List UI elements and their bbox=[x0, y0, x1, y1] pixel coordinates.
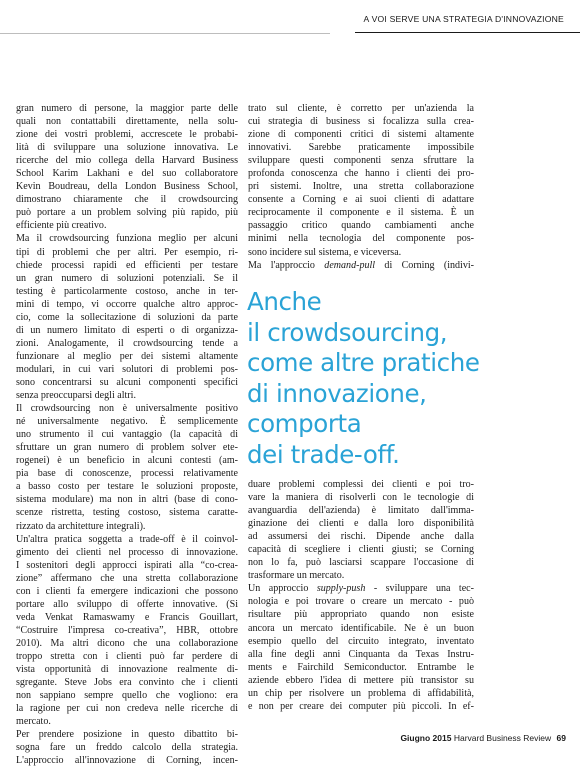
text-line: veda Venkat Ramaswamy e Francis Gouillart, bbox=[16, 611, 238, 623]
text-line: portare allo sviluppo di offerte innovative. (Si bbox=[16, 598, 238, 610]
text-line: né universalmente negativo. È semplicemente bbox=[16, 416, 238, 428]
right-column-top bbox=[248, 102, 474, 272]
text-line: Il crowdsourcing non è universalmente positivo bbox=[16, 403, 238, 415]
text-line: senza preoccuparsi degli altri. bbox=[16, 390, 136, 402]
text-line: e non per creare dei computer più piccoli. In ef- bbox=[248, 700, 474, 712]
text-line: L'approccio all'innovazione di Corning, incen- bbox=[16, 755, 238, 767]
text-line: “Costruire l'impresa co-creativa”, HBR, ottobre bbox=[16, 624, 238, 636]
pull-quote-line: come altre pratiche bbox=[247, 348, 480, 377]
text-line: rizzato da architetture integrali). bbox=[16, 520, 146, 532]
text-line: funzionare al meglio per dei sistemi altamente bbox=[16, 350, 238, 362]
text-line: dimostrano chiaramente che il crowdsourcing bbox=[16, 194, 238, 206]
text-line: zioni. Analogamente, il crowdsourcing tende a bbox=[16, 337, 238, 349]
pull-quote bbox=[247, 287, 547, 470]
text-line: mercato. bbox=[16, 716, 51, 728]
text-line: sono incidere sul sistema, e viceversa. bbox=[248, 246, 402, 258]
text-line: ments e Fairchild Semiconductor. Entrambe le bbox=[248, 661, 474, 673]
header-rule-left bbox=[0, 33, 330, 34]
right-column-bottom bbox=[248, 478, 474, 713]
text-line: Un'altra pratica soggetta a trade-off è il coinvol- bbox=[16, 533, 238, 545]
pull-quote-line: Anche bbox=[247, 287, 322, 316]
text-line: duare problemi complessi dei clienti e poi tro- bbox=[248, 479, 474, 490]
text-line: School Karim Lakhani e del suo collaboratore bbox=[16, 168, 238, 180]
text-line: Ma il crowdsourcing funziona meglio per alcuni bbox=[16, 233, 238, 245]
text-run: Ma l'approccio bbox=[248, 259, 325, 271]
text-line: sono concentrarsi su alcuni componenti specifici bbox=[16, 376, 238, 388]
text-line: non lo fa, può lasciarsi scappare l'occasione di bbox=[248, 557, 474, 569]
text-line: ad assumersi dei rischi. Dipende anche dalla bbox=[248, 531, 474, 543]
text-line: zione di componenti critici di sistemi altamente bbox=[248, 129, 474, 141]
text-line: zione” affermano che una stretta collaborazione bbox=[16, 572, 238, 584]
text-line: testing è particolarmente costoso, anche in ter- bbox=[16, 285, 238, 297]
text-line: chiede processi rapidi ed efficienti per testare bbox=[16, 259, 238, 271]
italic-term: demand-pull bbox=[324, 259, 376, 271]
text-line: trato sul cliente, è corretto per un'azienda la bbox=[248, 103, 474, 114]
text-line: trasformare un mercato. bbox=[248, 570, 345, 582]
text-line: di un numero limitato di esperti o di organizza- bbox=[16, 324, 238, 336]
text-line: nologia e poi trovare o creare un mercato - può bbox=[248, 596, 474, 608]
text-line: sistema modulare) ma non in altri (base di cono- bbox=[16, 494, 238, 506]
text-line: pri sistemi. Inoltre, una stretta collaborazione bbox=[248, 181, 474, 193]
header-section-label: A VOI SERVE UNA STRATEGIA D'INNOVAZIONE bbox=[363, 14, 564, 24]
text-line: sgregante. Steve Jobs era convinto che i clienti bbox=[16, 677, 238, 689]
text-line: avanguardia dell'azienda) è limitato dall'imma- bbox=[248, 505, 474, 517]
italic-term: supply-push bbox=[316, 583, 366, 595]
text-line: aziende ebbero l'idea di mettere più transistor su bbox=[248, 674, 474, 686]
text-line: a basso costo per testare le soluzioni proposte, bbox=[16, 481, 238, 493]
text-line: 2010). Ma altri dicono che una collaborazione bbox=[16, 637, 238, 649]
text-line: un gran numero di soluzioni potenziali. Se il bbox=[16, 272, 238, 284]
text-line: la ragione per cui non credeva nelle ricerche di bbox=[16, 703, 238, 715]
pull-quote-line: di innovazione, bbox=[247, 378, 427, 408]
text-line: innovativi. Sarebbe praticamente impossibile bbox=[248, 142, 474, 154]
text-line: può portare a un problem solving più rapido, più bbox=[16, 207, 238, 219]
text-line: gran numero di persone, la maggior parte delle bbox=[16, 103, 238, 114]
text-line: risultare più appropriato quando non esiste bbox=[248, 609, 474, 621]
text-line: sfruttare un gran numero di problem solver ete- bbox=[16, 442, 238, 454]
text-line: Kevin Boudreau, della London Business School, bbox=[16, 181, 238, 193]
text-line: cui strategia di business si focalizza sulla crea- bbox=[248, 116, 474, 128]
text-line: ricerche del mio collega della Harvard Business bbox=[16, 155, 238, 167]
footer-publication: Harvard Business Review bbox=[453, 733, 552, 743]
text-line: un chip per risolvere un problema di affidabilità, bbox=[248, 687, 474, 699]
pull-quote-line: il crowdsourcing, bbox=[247, 317, 448, 347]
text-line: ancora un mercato identificabile. Ne è un buon bbox=[248, 622, 474, 634]
text-line: con i clienti fa emergere indicazioni che possono bbox=[16, 585, 238, 597]
footer-date: Giugno 2015 bbox=[400, 733, 452, 743]
text-line: esempio quello del circuito integrato, inventato bbox=[248, 635, 474, 647]
text-line: I sostenitori degli approcci ispirati alla “co-crea- bbox=[16, 559, 238, 571]
text-line: vista opportunità di innovazione realmente di- bbox=[16, 664, 238, 676]
text-line: Per prendere posizione in questo dibattito bi- bbox=[16, 729, 238, 741]
text-line bbox=[248, 582, 474, 595]
text-line: cio, come la sollecitazione di soluzioni da parte bbox=[16, 311, 238, 323]
text-line: minimi nella tecnologia del componente pos- bbox=[248, 233, 474, 245]
text-line: rogenei) è un beneficio in alcuni contesti (am- bbox=[16, 455, 238, 467]
text-line: passaggio critico quando cambiamenti anche bbox=[248, 220, 474, 232]
text-line: pia base di conoscenze, processi relativamente bbox=[16, 468, 238, 480]
text-line: sogna fare un freddo calcolo della strategia. bbox=[16, 742, 238, 754]
page-footer bbox=[400, 733, 566, 743]
text-line: uno strumento il cui vantaggio (la capacità di bbox=[16, 429, 238, 441]
text-line: efficiente più creativo. bbox=[16, 220, 107, 232]
text-run: Un approccio bbox=[248, 583, 317, 595]
left-column bbox=[16, 102, 238, 767]
text-line: non sappiano sempre quello che vogliono: era bbox=[16, 690, 238, 702]
text-line: tipi di problemi che per altri. Per esempio, ri- bbox=[16, 246, 238, 258]
text-line: sviluppare questi componenti senza sfruttare la bbox=[248, 155, 474, 167]
text-line: zione dei vostri problemi, accrescete le probabi- bbox=[16, 129, 238, 141]
text-line: vare la maniera di risolverli con le tecnologie di bbox=[248, 492, 474, 504]
text-line: scenze ristretta, testing costoso, sistema caratte- bbox=[16, 507, 238, 519]
pull-quote-line: dei trade-off. bbox=[247, 439, 400, 469]
text-line: gimento dei clienti nel processo di innovazione. bbox=[16, 546, 238, 558]
text-line: mini di tempo, vi occorre qualche altro approc- bbox=[16, 298, 238, 310]
text-line: consente a Corning e ai suoi clienti di adattare bbox=[248, 194, 474, 206]
text-run: - sviluppare una tec- bbox=[365, 583, 474, 595]
page-number: 69 bbox=[556, 733, 566, 743]
text-line: profonda conoscenza che hanno i clienti dei pro- bbox=[248, 168, 474, 180]
text-line: quali non contattabili direttamente, nella solu- bbox=[16, 116, 238, 128]
text-line bbox=[248, 259, 474, 272]
text-line: troppo stretta con i clienti può far perdere di bbox=[16, 650, 238, 662]
pull-quote-line: comporta bbox=[247, 409, 362, 438]
text-line: capacità di scegliere i clienti giusti; se Corning bbox=[248, 544, 474, 556]
text-line: lità di sviluppare una soluzione innovativa. Le bbox=[16, 142, 238, 154]
text-line: reciprocamente il componente e il sistema. È un bbox=[248, 207, 474, 219]
header-rule-right bbox=[355, 32, 580, 33]
text-line: ginazione dei clienti e dalla loro disponibilità bbox=[248, 518, 474, 530]
text-line: modulari, in cui vari solutori di problemi pos- bbox=[16, 363, 238, 375]
text-run: di Corning (indivi- bbox=[375, 259, 474, 271]
text-line: alla fine degli anni Cinquanta da Texas Instru- bbox=[248, 648, 474, 660]
